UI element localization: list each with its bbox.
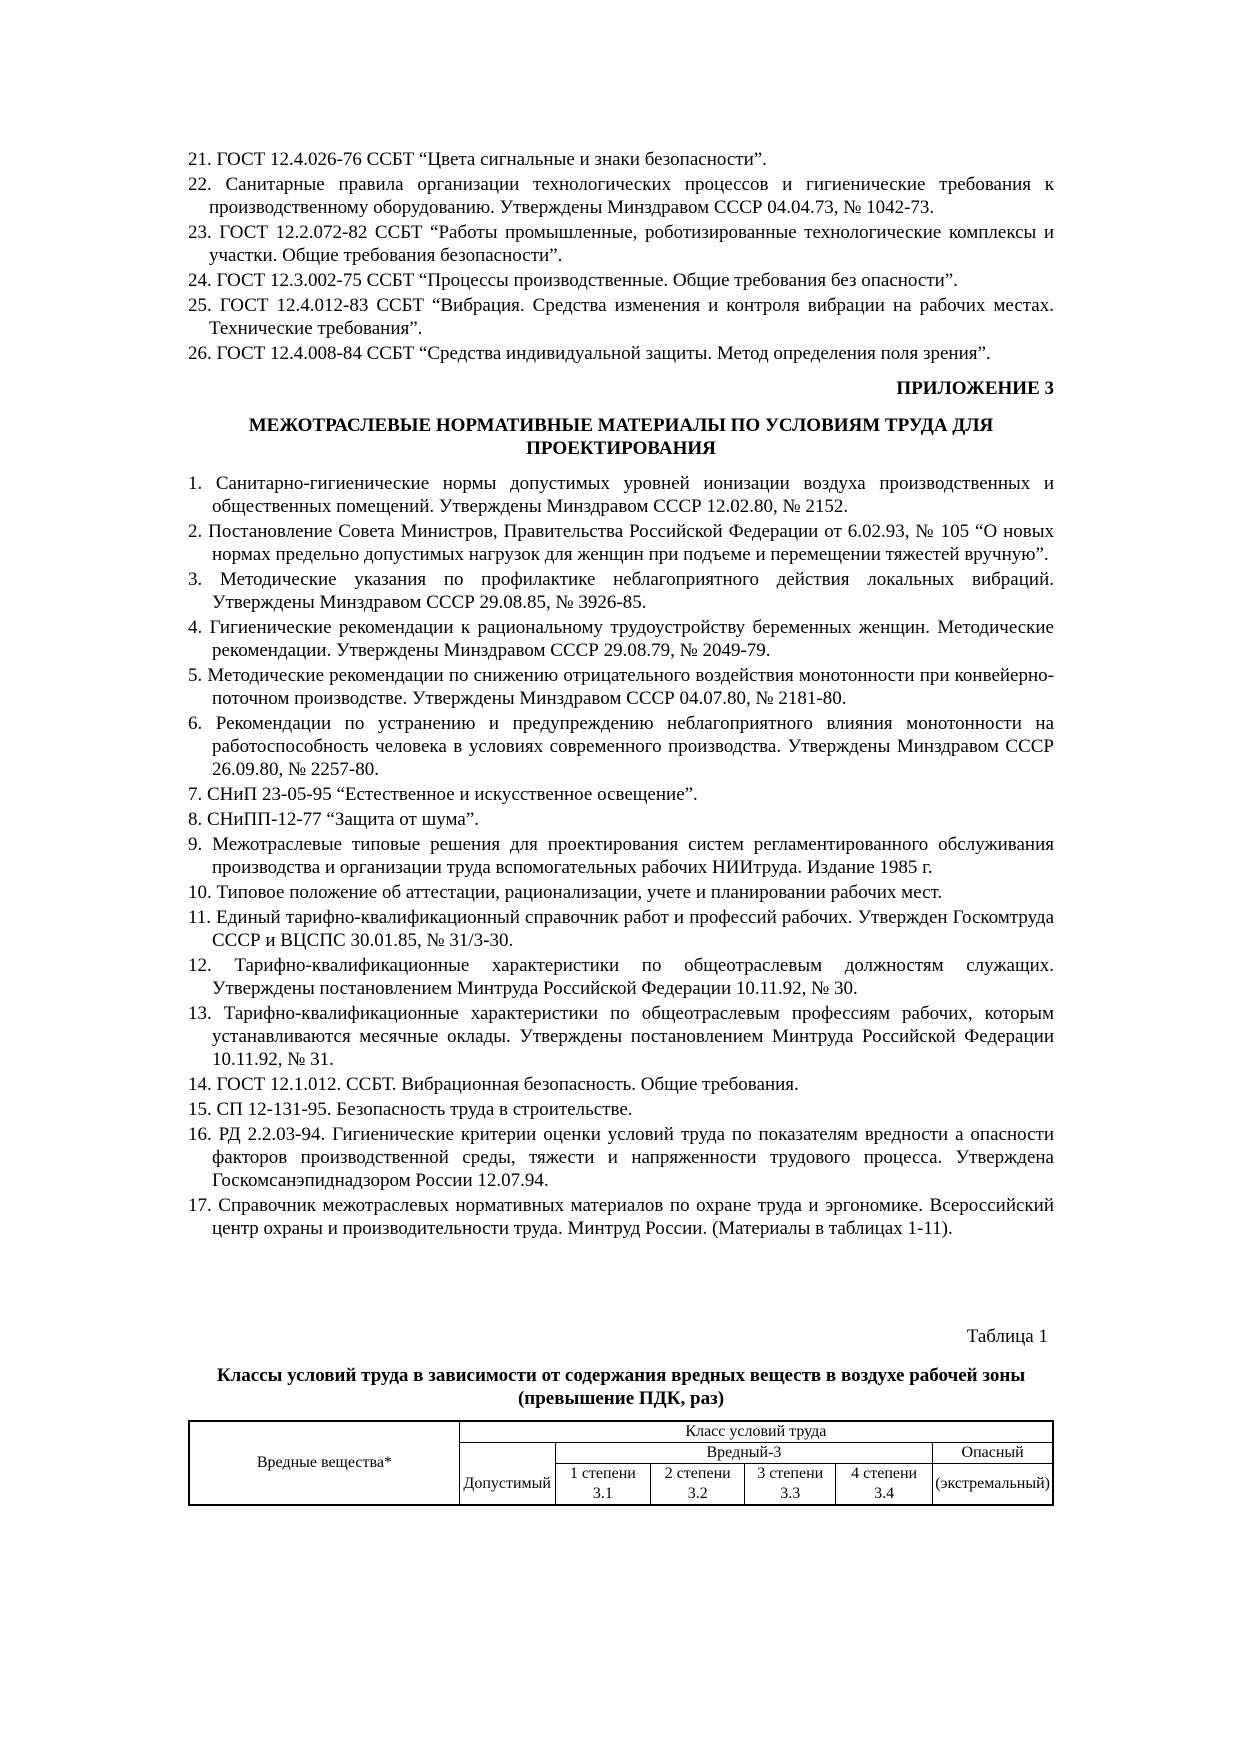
list-item: 15. СП 12-131-95. Безопасность труда в строительстве. [188, 1099, 633, 1120]
regulatory-materials-list [188, 472, 1054, 1240]
list-item: 12. Тарифно-квалификационные характеристики по общеотраслевым должностям служащих. Утверждены постановлением Минтруда Российской Федерации 10.11.92, № 30. [188, 955, 1054, 999]
working-conditions-table [188, 1420, 1054, 1506]
list-item: 9. Межотраслевые типовые решения для проектирования систем регламентированного обслуживания производства и организации труда вспомогательных рабочих НИИтруда. Издание 1985 г. [188, 834, 1054, 878]
list-item: 13. Тарифно-квалификационные характеристики по общеотраслевым профессиям рабочих, которым устанавливаются месячные оклады. Утверждены постановлением Минтруда Российской Федерации 10.11.92, № 31. [188, 1003, 1054, 1070]
list-item: 14. ГОСТ 12.1.012. ССБТ. Вибрационная безопасность. Общие требования. [188, 1074, 799, 1095]
list-item: 11. Единый тарифно-квалификационный справочник работ и профессий рабочих. Утвержден Госкомтруда СССР и ВЦСПС 30.01.85, № 31/3-30. [188, 907, 1054, 951]
table-header-code-3-1: 3.1 [555, 1484, 650, 1505]
list-item: 1. Санитарно-гигиенические нормы допустимых уровней ионизации воздуха производственных и общественных помещений. Утверждены Минздравом СССР 12.02.80, № 2152. [188, 473, 1054, 517]
list-item: 10. Типовое положение об аттестации, рационализации, учете и планировании рабочих мест. [188, 882, 943, 903]
list-item: 2. Постановление Совета Министров, Правительства Российской Федерации от 6.02.93, № 105 “О новых нормах предельно допустимых нагрузок для женщин при подъеме и перемещении тяжестей вручную”. [188, 521, 1054, 565]
list-item: 21. ГОСТ 12.4.026-76 ССБТ “Цвета сигнальные и знаки безопасности”. [188, 149, 767, 170]
table-header-class: Класс условий труда [459, 1421, 1053, 1443]
list-item: 3. Методические указания по профилактике неблагоприятного действия локальных вибраций. Утверждены Минздравом СССР 29.08.85, № 3926-85. [188, 569, 1054, 613]
list-item: 5. Методические рекомендации по снижению отрицательного воздействия монотонности при конвейерно-поточном производстве. Утверждены Минздравом СССР 04.07.80, № 2181-80. [188, 665, 1054, 709]
table-header-code-3-4: 3.4 [835, 1484, 932, 1505]
appendix-label: ПРИЛОЖЕНИЕ 3 [896, 378, 1054, 399]
list-item: 7. СНиП 23-05-95 “Естественное и искусственное освещение”. [188, 784, 698, 805]
list-item: 16. РД 2.2.03-94. Гигиенические критерии оценки условий труда по показателям вредности а опасности факторов производственной среды, тяжести и напряженности трудового процесса. Утверждена Госкомсанэпиднадзором России 12.07.94. [188, 1124, 1054, 1191]
section-title: МЕЖОТРАСЛЕВЫЕ НОРМАТИВНЫЕ МАТЕРИАЛЫ ПО УСЛОВИЯМ ТРУДА ДЛЯ ПРОЕКТИРОВАНИЯ [248, 415, 994, 459]
list-item: 8. СНиПП-12-77 “Защита от шума”. [188, 809, 480, 830]
table-header-code-3-3: 3.3 [745, 1484, 836, 1505]
table-title: Классы условий труда в зависимости от содержания вредных веществ в воздухе рабочей зоны (превышение ПДК, раз) [216, 1365, 1026, 1409]
list-item: 17. Справочник межотраслевых нормативных материалов по охране труда и эргономике. Всероссийский центр охраны и производительности труда. Минтруд России. (Материалы в таблицах 1-11). [188, 1195, 1054, 1239]
reference-list-continued [188, 148, 1054, 365]
table-header-allowed: Допустимый [459, 1464, 555, 1506]
table-header-dangerous: Опасный [933, 1443, 1053, 1464]
list-item: 23. ГОСТ 12.2.072-82 ССБТ “Работы промышленные, роботизированные технологические комплексы и участки. Общие требования безопасности”. [188, 222, 1054, 266]
table-header-degree-4: 4 степени [835, 1464, 932, 1485]
table-header-degree-2: 2 степени [651, 1464, 745, 1485]
list-item: 26. ГОСТ 12.4.008-84 ССБТ “Средства индивидуальной защиты. Метод определения поля зрения”. [188, 343, 991, 364]
table-header-degree-1: 1 степени [555, 1464, 650, 1485]
table-header-extreme: (экстремальный) [933, 1464, 1053, 1506]
table-header-harmful: Вредный-3 [555, 1443, 933, 1464]
list-item: 22. Санитарные правила организации технологических процессов и гигиенические требования к производственному оборудованию. Утверждены Минздравом СССР 04.04.73, № 1042-73. [188, 174, 1054, 218]
list-item: 4. Гигиенические рекомендации к рациональному трудоустройству беременных женщин. Методические рекомендации. Утверждены Минздравом СССР 29.08.79, № 2049-79. [188, 617, 1054, 661]
table-label: Таблица 1 [966, 1326, 1048, 1347]
list-item: 25. ГОСТ 12.4.012-83 ССБТ “Вибрация. Средства изменения и контроля вибрации на рабочих местах. Технические требования”. [188, 295, 1054, 339]
list-item: 24. ГОСТ 12.3.002-75 ССБТ “Процессы производственные. Общие требования без опасности”. [188, 270, 958, 291]
table-header-substances: Вредные вещества* [189, 1421, 459, 1505]
list-item: 6. Рекомендации по устранению и предупреждению неблагоприятного влияния монотонности на работоспособность человека в условиях современного производства. Утверждены Минздравом СССР 26.09.80, № 2257-80. [188, 713, 1054, 780]
document-page [188, 148, 1054, 1506]
table-header-degree-3: 3 степени [745, 1464, 836, 1485]
table-header-allowed-spacer [459, 1443, 555, 1464]
table-header-code-3-2: 3.2 [651, 1484, 745, 1505]
